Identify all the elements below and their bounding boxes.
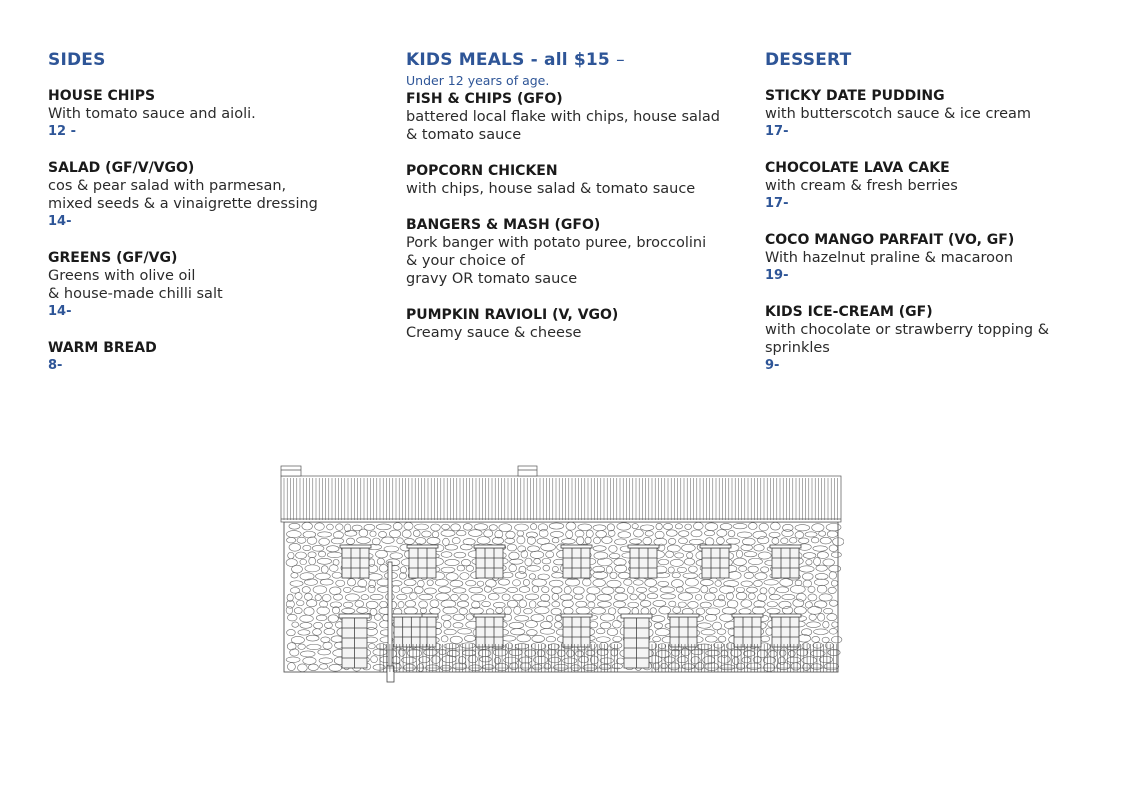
item-name: WARM BREAD [48, 340, 157, 356]
item-price: 17- [765, 196, 789, 211]
dessert-title: DESSERT [765, 50, 852, 70]
dessert-section [765, 49, 1085, 393]
kids-meals-title-text: KIDS MEALS - all $15 [406, 50, 610, 70]
item-price: 19- [765, 268, 789, 283]
item-name: FISH & CHIPS (GFO) [406, 91, 563, 107]
item-description: Greens with olive oil & house-made chilli salt [48, 268, 223, 302]
item-name: COCO MANGO PARFAIT (VO, GF) [765, 232, 1015, 248]
item-name: CHOCOLATE LAVA CAKE [765, 160, 950, 176]
dessert-items [765, 87, 1085, 375]
stone-building-icon [278, 462, 844, 684]
item-description: with chocolate or strawberry topping & sprinkles [765, 322, 1050, 356]
item-price: 17- [765, 124, 789, 139]
item-description: with cream & fresh berries [765, 178, 958, 194]
kids-meals-subtitle: Under 12 years of age. [406, 73, 550, 88]
item-description: Creamy sauce & cheese [406, 325, 582, 341]
menu-item [765, 231, 1085, 285]
item-name: POPCORN CHICKEN [406, 163, 558, 179]
sides-title: SIDES [48, 50, 106, 70]
item-price: 14- [48, 304, 72, 319]
menu-item [406, 216, 746, 288]
kids-meals-title-dash: – [616, 50, 625, 70]
item-description: With tomato sauce and aioli. [48, 106, 256, 122]
item-description: battered local flake with chips, house salad & tomato sauce [406, 109, 721, 143]
menu-item [48, 249, 378, 321]
menu-item [48, 159, 378, 231]
menu-item [48, 339, 378, 375]
item-description: Pork banger with potato puree, broccolini & your choice of gravy OR tomato sauce [406, 235, 707, 287]
item-description: with butterscotch sauce & ice cream [765, 106, 1031, 122]
item-name: STICKY DATE PUDDING [765, 88, 945, 104]
item-price: 12 - [48, 124, 77, 139]
menu-item [406, 90, 746, 144]
item-name: KIDS ICE-CREAM (GF) [765, 304, 933, 320]
kids-meals-section [406, 49, 746, 360]
item-price: 8- [48, 358, 63, 373]
kids-meals-title [406, 49, 746, 71]
item-description: with chips, house salad & tomato sauce [406, 181, 696, 197]
item-price: 9- [765, 358, 780, 373]
sides-section [48, 49, 378, 393]
item-name: HOUSE CHIPS [48, 88, 156, 104]
menu-item [765, 87, 1085, 141]
item-price: 14- [48, 214, 72, 229]
item-description: cos & pear salad with parmesan, mixed seeds & a vinaigrette dressing [48, 178, 318, 212]
menu-item [765, 159, 1085, 213]
sides-items [48, 87, 378, 375]
item-description: With hazelnut praline & macaroon [765, 250, 1014, 266]
kids-meals-items [406, 90, 746, 342]
menu-item [406, 162, 746, 198]
stone-building-illustration [278, 462, 844, 684]
item-name: GREENS (GF/VG) [48, 250, 178, 266]
menu-item [765, 303, 1085, 375]
item-name: SALAD (GF/V/VGO) [48, 160, 195, 176]
item-name: PUMPKIN RAVIOLI (V, VGO) [406, 307, 619, 323]
menu-item [48, 87, 378, 141]
item-name: BANGERS & MASH (GFO) [406, 217, 601, 233]
menu-item [406, 306, 746, 342]
